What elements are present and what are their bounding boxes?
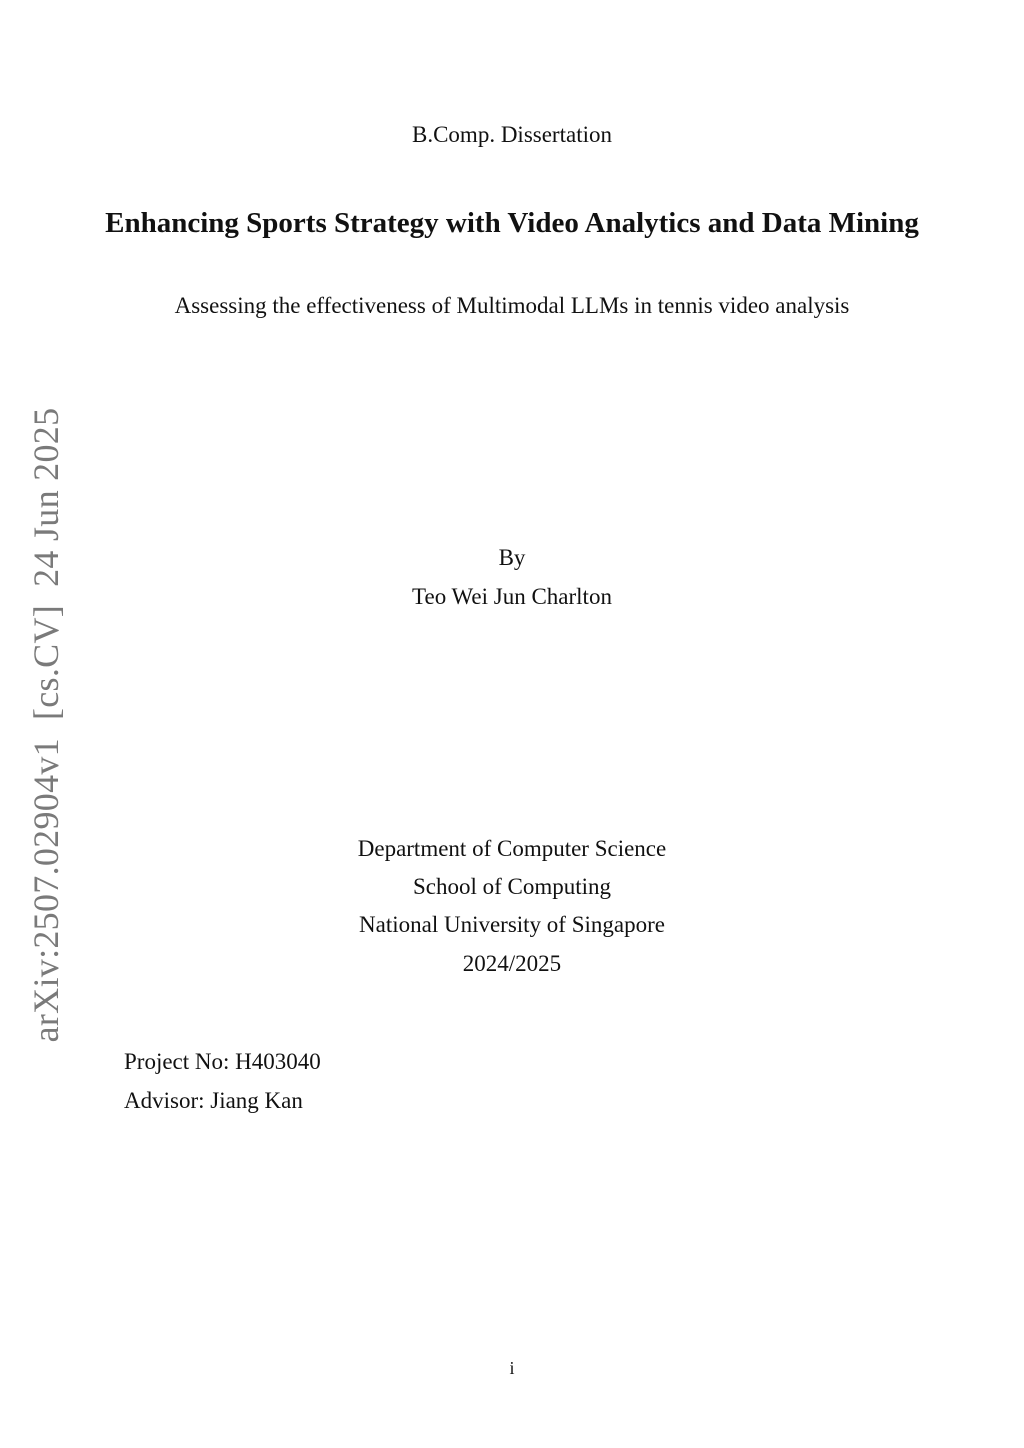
arxiv-id: arXiv:2507.02904v1 (26, 738, 66, 1043)
arxiv-category: [cs.CV] (26, 604, 66, 721)
thesis-subtitle: Assessing the effectiveness of Multimodal LLMs in tennis video analysis (174, 293, 850, 318)
advisor: Advisor: Jiang Kan (124, 1088, 303, 1113)
academic-year: 2024/2025 (462, 951, 562, 976)
thesis-title: Enhancing Sports Strategy with Video Analytics and Data Mining (105, 207, 919, 239)
school: School of Computing (412, 874, 612, 899)
degree-label: B.Comp. Dissertation (412, 122, 612, 147)
project-number: Project No: H403040 (124, 1049, 321, 1074)
by-label: By (498, 545, 526, 570)
department: Department of Computer Science (357, 836, 667, 861)
arxiv-date: 24 Jun 2025 (26, 407, 66, 587)
page-number: i (509, 1358, 515, 1378)
university: National University of Singapore (359, 912, 665, 937)
arxiv-identifier-stamp (25, 408, 67, 1043)
author-name: Teo Wei Jun Charlton (412, 584, 612, 609)
